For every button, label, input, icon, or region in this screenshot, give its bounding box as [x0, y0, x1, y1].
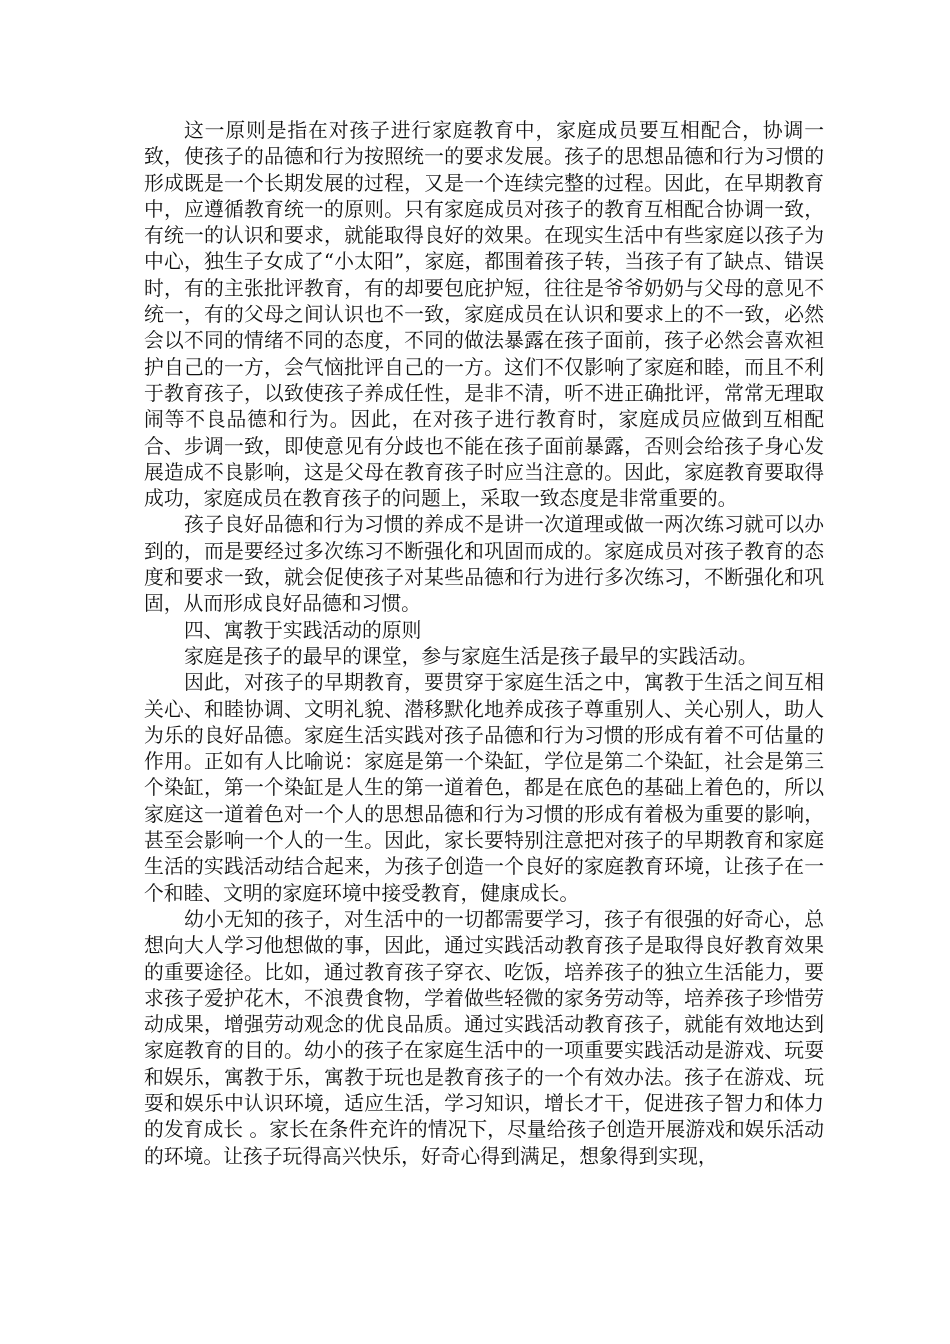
paragraph-family-unity-principle: 这一原则是指在对孩子进行家庭教育中，家庭成员要互相配合，协调一致，使孩子的品德和行为按照统一的要求发展。孩子的思想品德和行为习惯的形成既是一个长期发展的过程，又是一个连续完整的过程。因此，在早期教育中，应遵循教育统一的原则。只有家庭成员对孩子的教育互相配合协调一致，有统一的认识和要求，就能取得良好的效果。在现实生活中有些家庭以孩子为中心，独生子女成了“小太阳”，家庭，都围着孩子转，当孩子有了缺点、错误时，有的主张批评教育，有的却要包庇护短，往往是爷爷奶奶与父母的意见不统一，有的父母之间认识也不一致，家庭成员在认识和要求上的不一致，必然会以不同的情绪不同的态度，不同的做法暴露在孩子面前，孩子必然会喜欢袒护自己的一方，会气恼批评自己的一方。这们不仅影响了家庭和睦，而且不利于教育孩子，以致使孩子养成任性，是非不清，听不进正确批评，常常无理取闹等不良品德和行为。因此，在对孩子进行教育时，家庭成员应做到互相配合、步调一致，即使意见有分歧也不能在孩子面前暴露，否则会给孩子身心发展造成不良影响，这是父母在教育孩子时应当注意的。因此，家庭教育要取得成功，家庭成员在教育孩子的问题上，采取一致态度是非常重要的。	[144, 119, 824, 511]
paragraph-habit-formation: 孩子良好品德和行为习惯的养成不是讲一次道理或做一两次练习就可以办到的，而是要经过多次练习不断强化和巩固而成的。家庭成员对孩子教育的态度和要求一致，就会促使孩子对某些品德和行为进行多次练习，不断强化和巩固，从而形成良好品德和习惯。	[144, 513, 824, 616]
document-body	[144, 118, 824, 1170]
paragraph-family-life-education: 因此，对孩子的早期教育，要贯穿于家庭生活之中，寓教于生活之间互相关心、和睦协调、文明礼貌、潜移默化地养成孩子尊重别人、关心别人，助人为乐的良好品德。家庭生活实践对孩子品德和行为习惯的形成有着不可估量的作用。正如有人比喻说：家庭是第一个染缸，学位是第二个染缸，社会是第三个染缸，第一个染缸是人生的第一道着色，都是在底色的基础上着色的，所以家庭这一道着色对一个人的思想品德和行为习惯的形成有着极为重要的影响，甚至会影响一个人的一生。因此，家长要特别注意把对孩子的早期教育和家庭生活的实践活动结合起来，为孩子创造一个良好的家庭教育环境，让孩子在一个和睦、文明的家庭环境中接受教育，健康成长。	[144, 671, 824, 905]
section-heading-practice-principle: 四、寓教于实践活动的原则	[184, 618, 422, 642]
paragraph-earliest-classroom: 家庭是孩子的最早的课堂，参与家庭生活是孩子最早的实践活动。	[184, 644, 758, 668]
paragraph-learning-through-practice: 幼小无知的孩子，对生活中的一切都需要学习，孩子有很强的好奇心，总想向大人学习他想做的事，因此，通过实践活动教育孩子是取得良好教育效果的重要途径。比如，通过教育孩子穿衣、吃饭，培养孩子的独立生活能力，要求孩子爱护花木，不浪费食物，学着做些轻微的家务劳动等，培养孩子珍惜劳动成果，增强劳动观念的优良品质。通过实践活动教育孩子，就能有效地达到家庭教育的目的。幼小的孩子在家庭生活中的一项重要实践活动是游戏、玩耍和娱乐，寓教于乐，寓教于玩也是教育孩子的一个有效办法。孩子在游戏、玩耍和娱乐中认识环境，适应生活，学习知识，增长才干，促进孩子智力和体力的发育成长 。家长在条件充许的情况下，尽量给孩子创造开展游戏和娱乐活动的环境。让孩子玩得高兴快乐，好奇心得到满足，想象得到实现，	[144, 907, 824, 1168]
